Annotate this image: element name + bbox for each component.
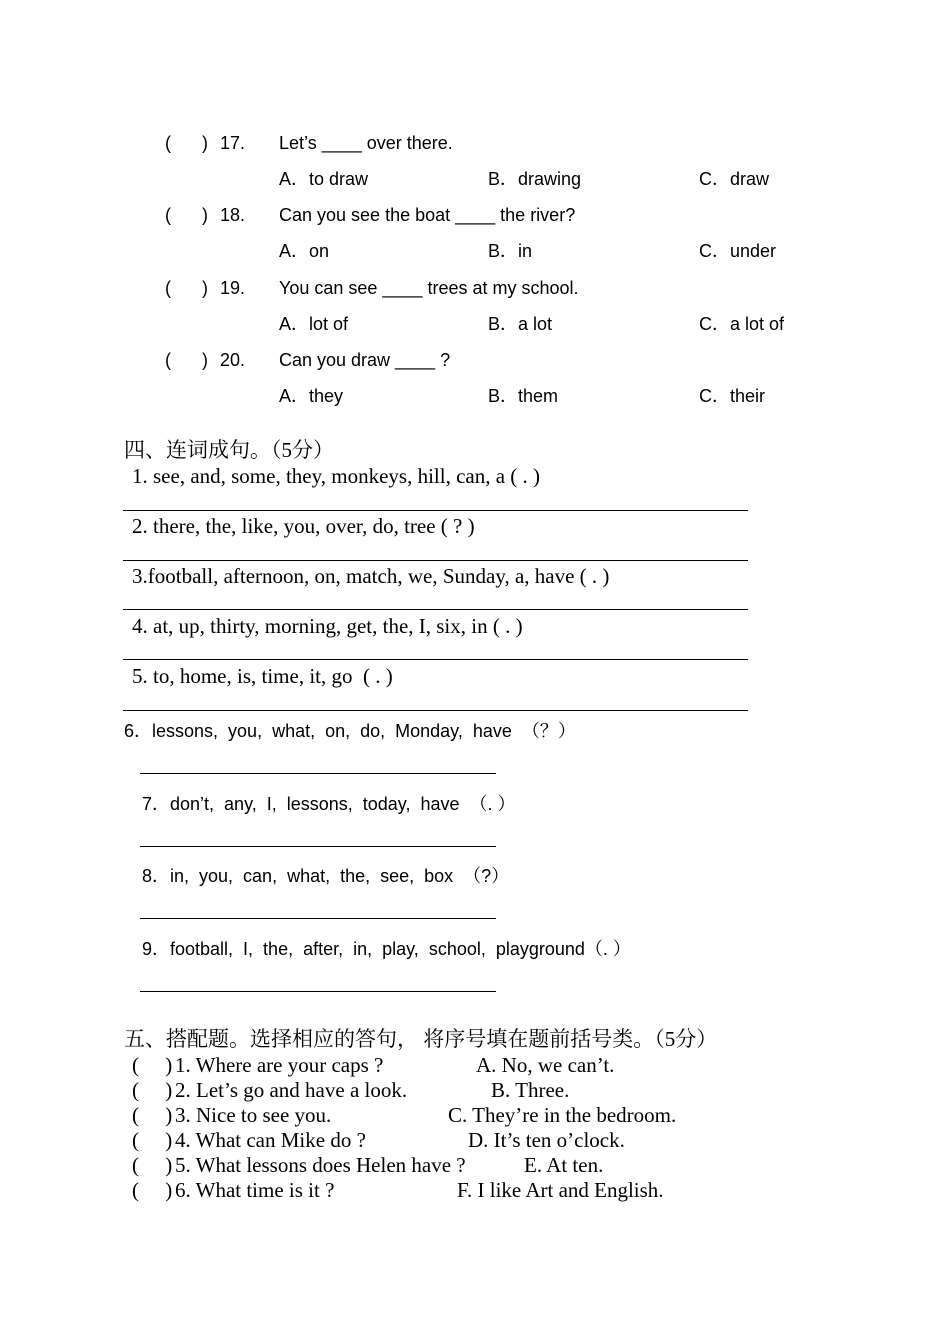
option-c: C．draw [699,169,770,189]
answer-paren-open: ( [165,278,171,298]
question-text: Can you draw ____ ? [279,350,451,370]
matching-answer: E. At ten. [524,1153,604,1177]
question-number: 20. [220,350,246,370]
answer-line-7[interactable] [140,846,496,847]
sentence-prompt-8: 8．in, you, can, what, the, see, box （?） [142,866,510,886]
matching-question: 1. Where are your caps ? [175,1053,384,1077]
answer-blank[interactable]: ( ) [132,1053,173,1077]
section-4-title: 四、连词成句。（5分） [124,438,334,462]
answer-paren-close: ) [202,278,208,298]
matching-answer: D. It’s ten o’clock. [468,1128,625,1152]
sentence-prompt-4: 4. at, up, thirty, morning, get, the, I, six, in ( . ) [132,614,523,638]
answer-line-6[interactable] [140,773,496,774]
answer-blank[interactable]: ( ) [132,1103,173,1127]
answer-paren-close: ) [202,205,208,225]
sentence-prompt-5: 5. to, home, is, time, it, go ( . ) [132,664,393,688]
answer-blank[interactable]: ( ) [132,1128,173,1152]
matching-question: 4. What can Mike do ? [175,1128,366,1152]
sentence-prompt-2: 2. there, the, like, you, over, do, tree ( ? ) [132,514,475,538]
answer-blank[interactable]: ( ) [132,1078,173,1102]
answer-paren-close: ) [202,350,208,370]
option-a: A．they [279,386,344,406]
matching-question: 6. What time is it ? [175,1178,335,1202]
question-number: 19. [220,278,246,298]
option-b: B．them [488,386,559,406]
question-text: Let’s ____ over there. [279,133,453,153]
option-a: A．lot of [279,314,349,334]
matching-question: 5. What lessons does Helen have ? [175,1153,466,1177]
answer-line-8[interactable] [140,918,496,919]
answer-paren-close: ) [202,133,208,153]
answer-paren-open: ( [165,133,171,153]
answer-line-5[interactable] [123,710,748,711]
option-c: C．a lot of [699,314,785,334]
answer-blank[interactable]: ( ) [132,1178,173,1202]
option-c: C．their [699,386,766,406]
option-c: C．under [699,241,777,261]
option-a: A．to draw [279,169,369,189]
answer-line-2[interactable] [123,560,748,561]
matching-question: 3. Nice to see you. [175,1103,332,1127]
answer-line-1[interactable] [123,510,748,511]
matching-answer: C. They’re in the bedroom. [448,1103,677,1127]
sentence-prompt-9: 9．football, I, the, after, in, play, school, playground（. ） [142,939,631,959]
option-b: B．a lot [488,314,553,334]
sentence-prompt-1: 1. see, and, some, they, monkeys, hill, can, a ( . ) [132,464,541,488]
answer-paren-open: ( [165,205,171,225]
matching-question: 2. Let’s go and have a look. [175,1078,408,1102]
sentence-prompt-3: 3.football, afternoon, on, match, we, Sunday, a, have ( . ) [132,564,610,588]
sentence-prompt-6: 6．lessons, you, what, on, do, Monday, have （？） [124,721,576,741]
matching-answer: A. No, we can’t. [476,1053,615,1077]
answer-paren-open: ( [165,350,171,370]
question-number: 17. [220,133,246,153]
answer-blank[interactable]: ( ) [132,1153,173,1177]
answer-line-4[interactable] [123,659,748,660]
question-text: Can you see the boat ____ the river? [279,205,576,225]
section-5-title: 五、搭配题。选择相应的答句， 将序号填在题前括号类。（5分） [124,1027,718,1051]
question-number: 18. [220,205,246,225]
option-a: A．on [279,241,330,261]
answer-line-3[interactable] [123,609,748,610]
matching-answer: F. I like Art and English. [457,1178,664,1202]
option-b: B．drawing [488,169,582,189]
sentence-prompt-7: 7．don’t, any, I, lessons, today, have （. ） [142,794,516,814]
option-b: B．in [488,241,533,261]
matching-answer: B. Three. [491,1078,570,1102]
answer-line-9[interactable] [140,991,496,992]
question-text: You can see ____ trees at my school. [279,278,579,298]
